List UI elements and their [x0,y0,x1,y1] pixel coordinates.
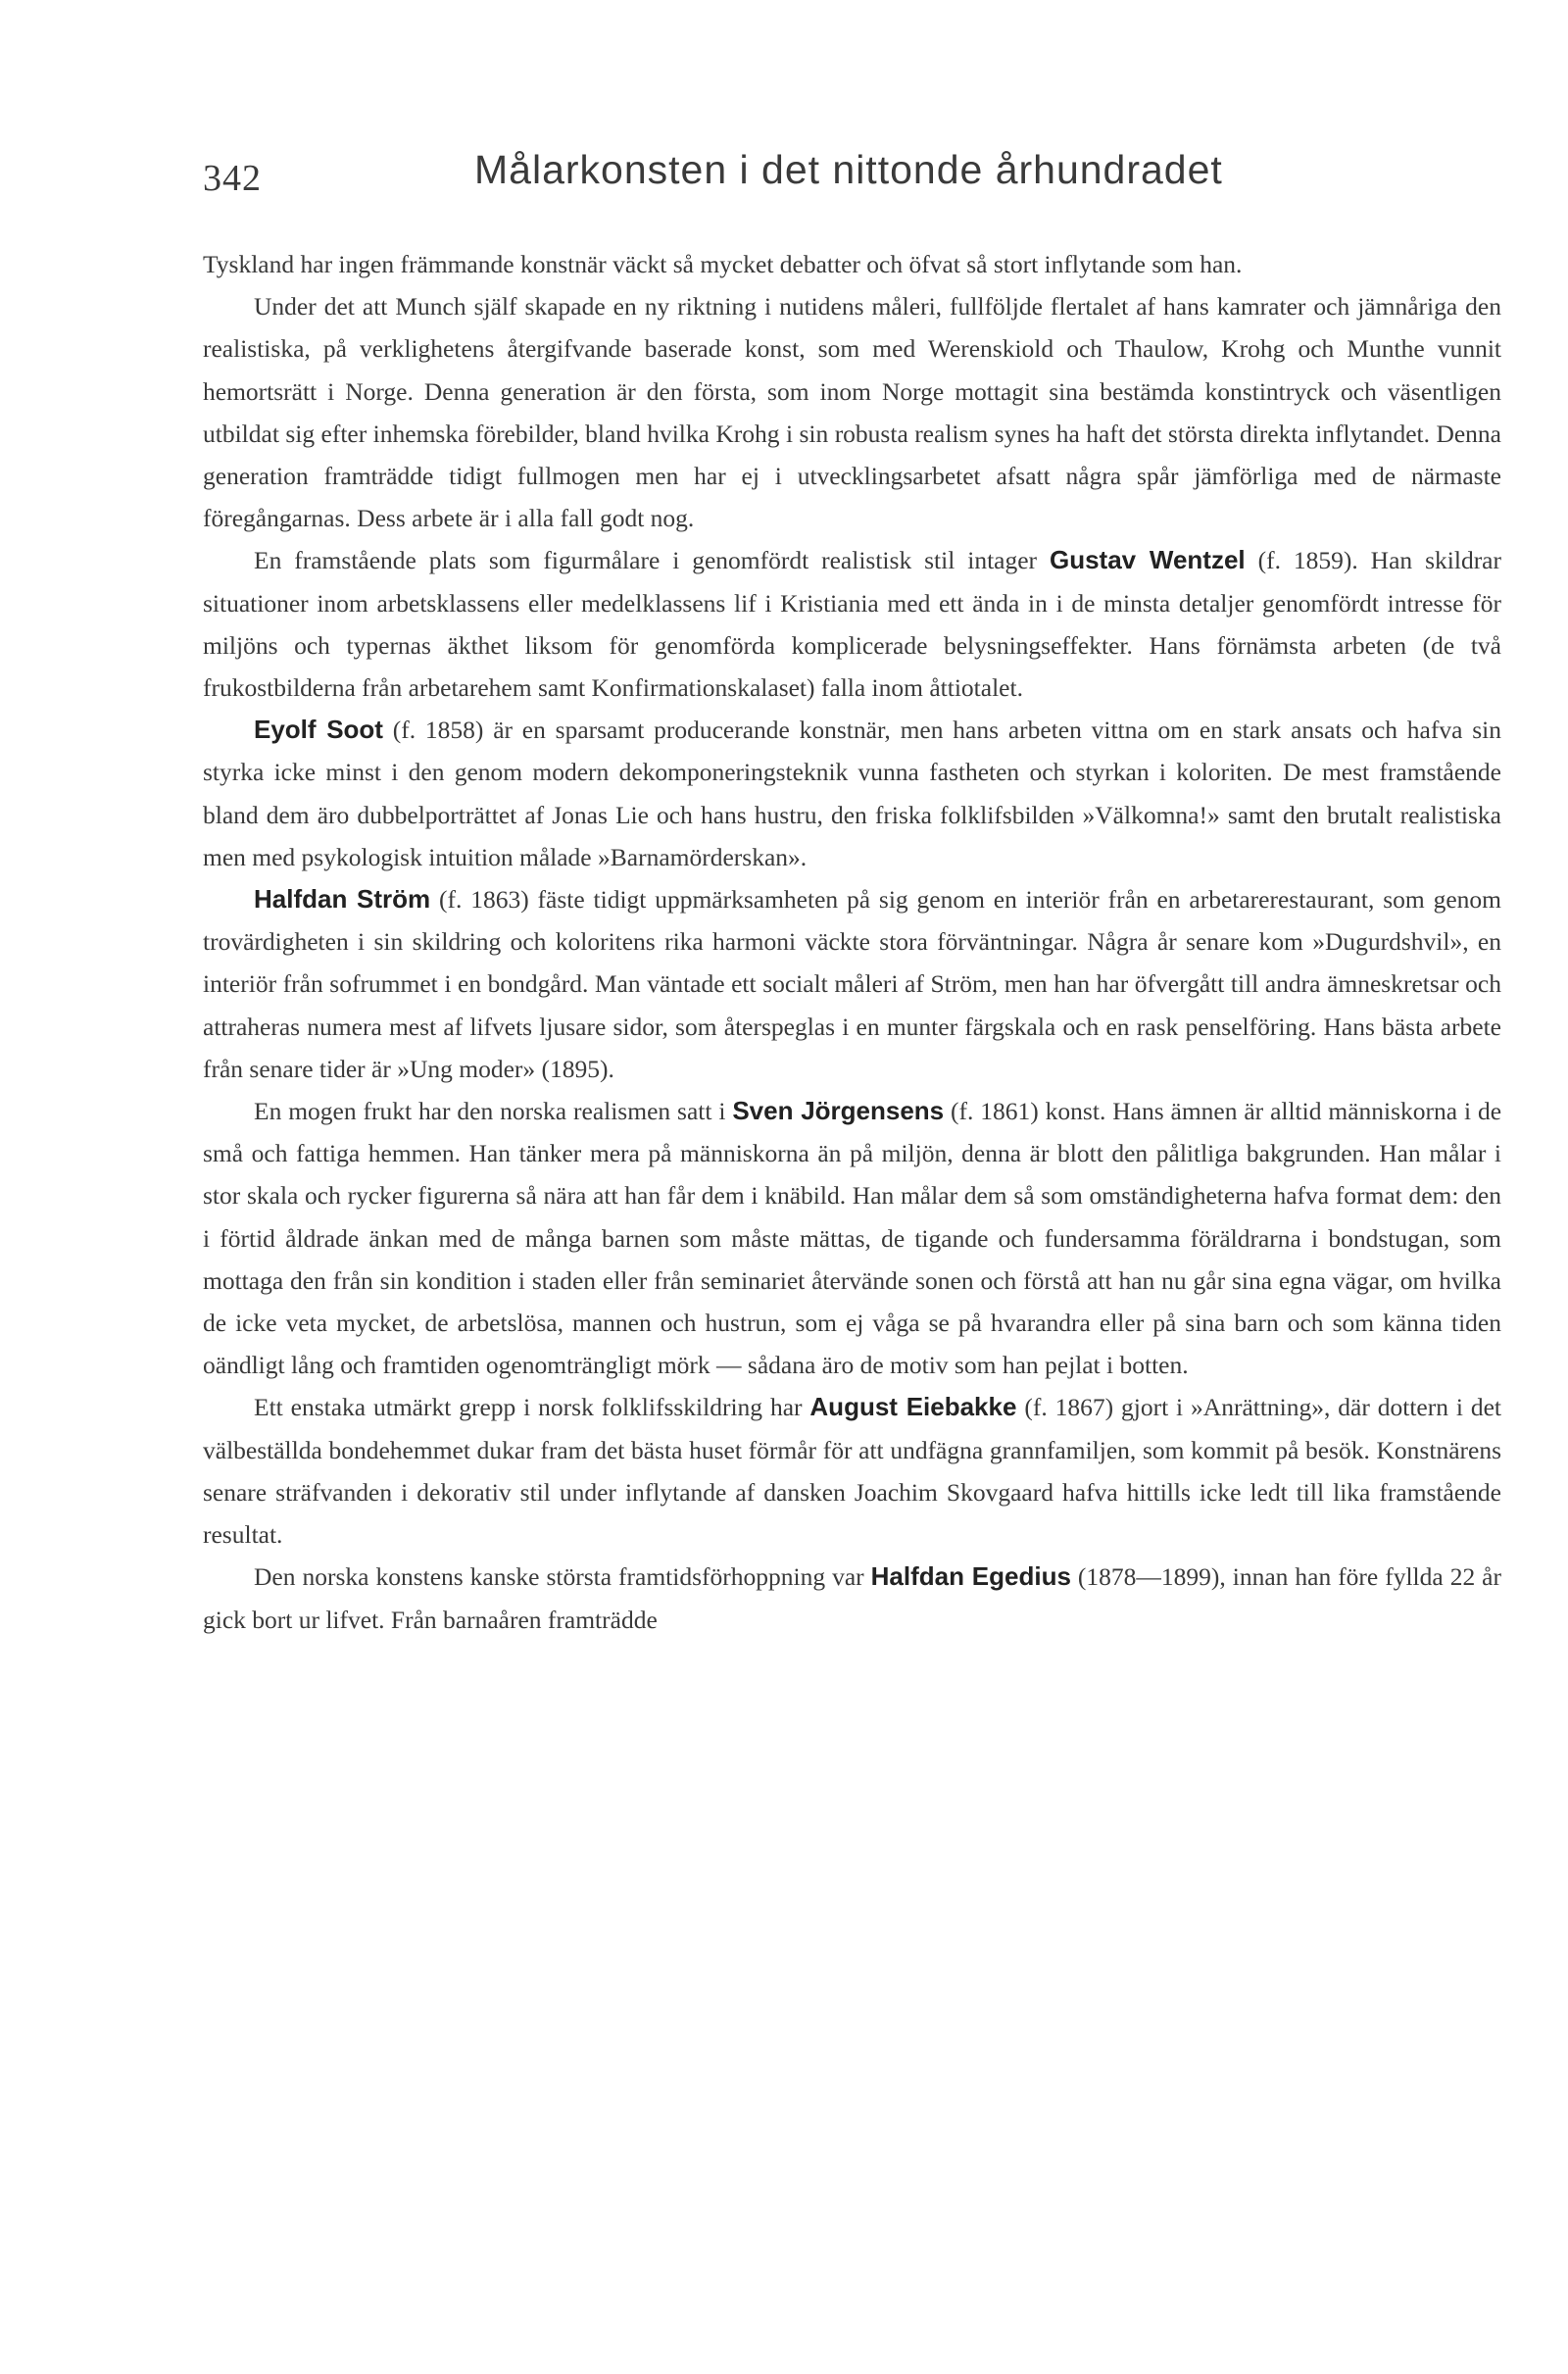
running-title: Målarkonsten i det nittonde århundradet [474,147,1223,192]
artist-name: Sven Jörgensens [732,1096,945,1126]
paragraph-soot [203,709,1501,878]
paragraph-text: (f. 1858) är en sparsamt producerande konstnär, men hans arbeten vittna om en stark ansats och hafva sin styrka icke minst i den genom modern dekomponeringsteknik vunna fastheten och styrkan i koloriten. De mest framstående bland dem äro dubbelporträttet af Jonas Lie och hans hustru, den friska folklifsbilden »Välkomna!» samt den brutalt realistiska men med psykologisk intuition målade »Barnamörderskan». [203,716,1501,871]
paragraph-text: Ett enstaka utmärkt grepp i norsk folklifsskildring har [254,1393,810,1422]
artist-name: August Eiebakke [809,1392,1017,1422]
paragraph-text: En framstående plats som figurmålare i genomfördt realistisk stil intager [254,546,1050,575]
body-text [203,243,1501,1641]
paragraph-strom [203,878,1501,1090]
paragraph-text: (f. 1863) fäste tidigt uppmärksamheten på sig genom en interiör från en arbetarerestaurant, som genom trovärdigheten i sin skildring och koloritens rika harmoni väckte stora förväntningar. Några år senare kom »Dugurdshvil», en interiör från sofrummet i en bondgård. Man väntade ett socialt måleri af Ström, men han har öfvergått till andra ämneskretsar och attraheras numera mest af lifvets ljusare sidor, som återspeglas i en munter färgskala och en rask penselföring. Hans bästa arbete från senare tider är »Ung moder» (1895). [203,885,1501,1083]
artist-name: Gustav Wentzel [1049,545,1246,575]
artist-name: Eyolf Soot [254,715,383,745]
paragraph-jorgensen [203,1090,1501,1386]
paragraph-continuation [203,243,1501,285]
paragraph-text: En mogen frukt har den norska realismen satt i [254,1097,733,1126]
paragraph-text: (1878—1899), innan han före fyllda 22 år gick bort ur lifvet. Från barnaåren framträdde [203,1562,1501,1634]
paragraph-wentzel [203,539,1501,709]
page-header [203,147,1501,206]
page-number: 342 [203,158,262,199]
paragraph-text: (f. 1861) konst. Hans ämnen är alltid människorna i de små och fattiga hemmen. Han tänker mera på människorna än på miljön, denna är blott den pålitliga bakgrunden. Han målar i stor skala och rycker figurerna så nära att han får dem i knäbild. Han målar dem så som omständigheterna hafva format dem: den i förtid åldrade änkan med de många barnen som måste mättas, de tigande och fundersamma föräldrarna i bondstugan, som mottaga den från sin kondition i staden eller från seminariet återvände sonen och förstå att han nu går sina egna vägar, om hvilka de icke veta mycket, de arbetslösa, mannen och hustrun, som ej våga se på hvarandra eller på sina barn och som känna tiden oändligt lång och framtiden ogenomträngligt mörk — sådana äro de motiv som han pejlat i botten. [203,1097,1502,1380]
paragraph-text: Under det att Munch själf skapade en ny riktning i nutidens måleri, fullföljde flertalet af hans kamrater och jämnåriga den realistiska, på verklighetens återgifvande baserade konst, som med Werenskiold och Thaulow, Krohg och Munthe vunnit hemortsrätt i Norge. Denna generation är den första, som inom Norge mottagit sina bestämda konstintryck och väsentligen utbildat sig efter inhemska förebilder, bland hvilka Krohg i sin robusta realism synes ha haft det största direkta inflytandet. Denna generation framträdde tidigt fullmogen men har ej i utvecklingsarbetet afsatt några spår jämförliga med de närmaste föregångarnas. Dess arbete är i alla fall godt nog. [203,292,1501,533]
paragraph-text: Den norska konstens kanske största framtidsförhoppning var [254,1562,871,1592]
paragraph-text: Tyskland har ingen främmande konstnär väckt så mycket debatter och öfvat så stort inflytande som han. [203,250,1243,278]
artist-name: Halfdan Egedius [870,1561,1071,1592]
paragraph-munch-generation [203,285,1501,539]
paragraph-text: (f. 1859). Han skildrar situationer inom arbetsklassens eller medelklassens lif i Kristiania med ett ända in i de minsta detaljer genomfördt intresse för miljöns och typernas äkthet liksom för genomförda komplicerade belysningseffekter. Hans förnämsta arbeten (de två frukostbilderna från arbetarehem samt Konfirmationskalaset) falla inom åttiotalet. [203,546,1501,703]
paragraph-eiebakke [203,1386,1501,1556]
paragraph-egedius [203,1556,1501,1640]
paragraph-text: (f. 1867) gjort i »Anrättning», där dottern i det välbeställda bondehemmet dukar fram det bästa huset förmår för att undfägna grannfamiljen, som kommit på besök. Konstnärens senare sträfvanden i dekorativ stil under inflytande af dansken Joachim Skovgaard hafva hittills icke ledt till lika framstående resultat. [203,1393,1502,1550]
book-page [203,147,1501,1641]
artist-name: Halfdan Ström [254,884,431,915]
